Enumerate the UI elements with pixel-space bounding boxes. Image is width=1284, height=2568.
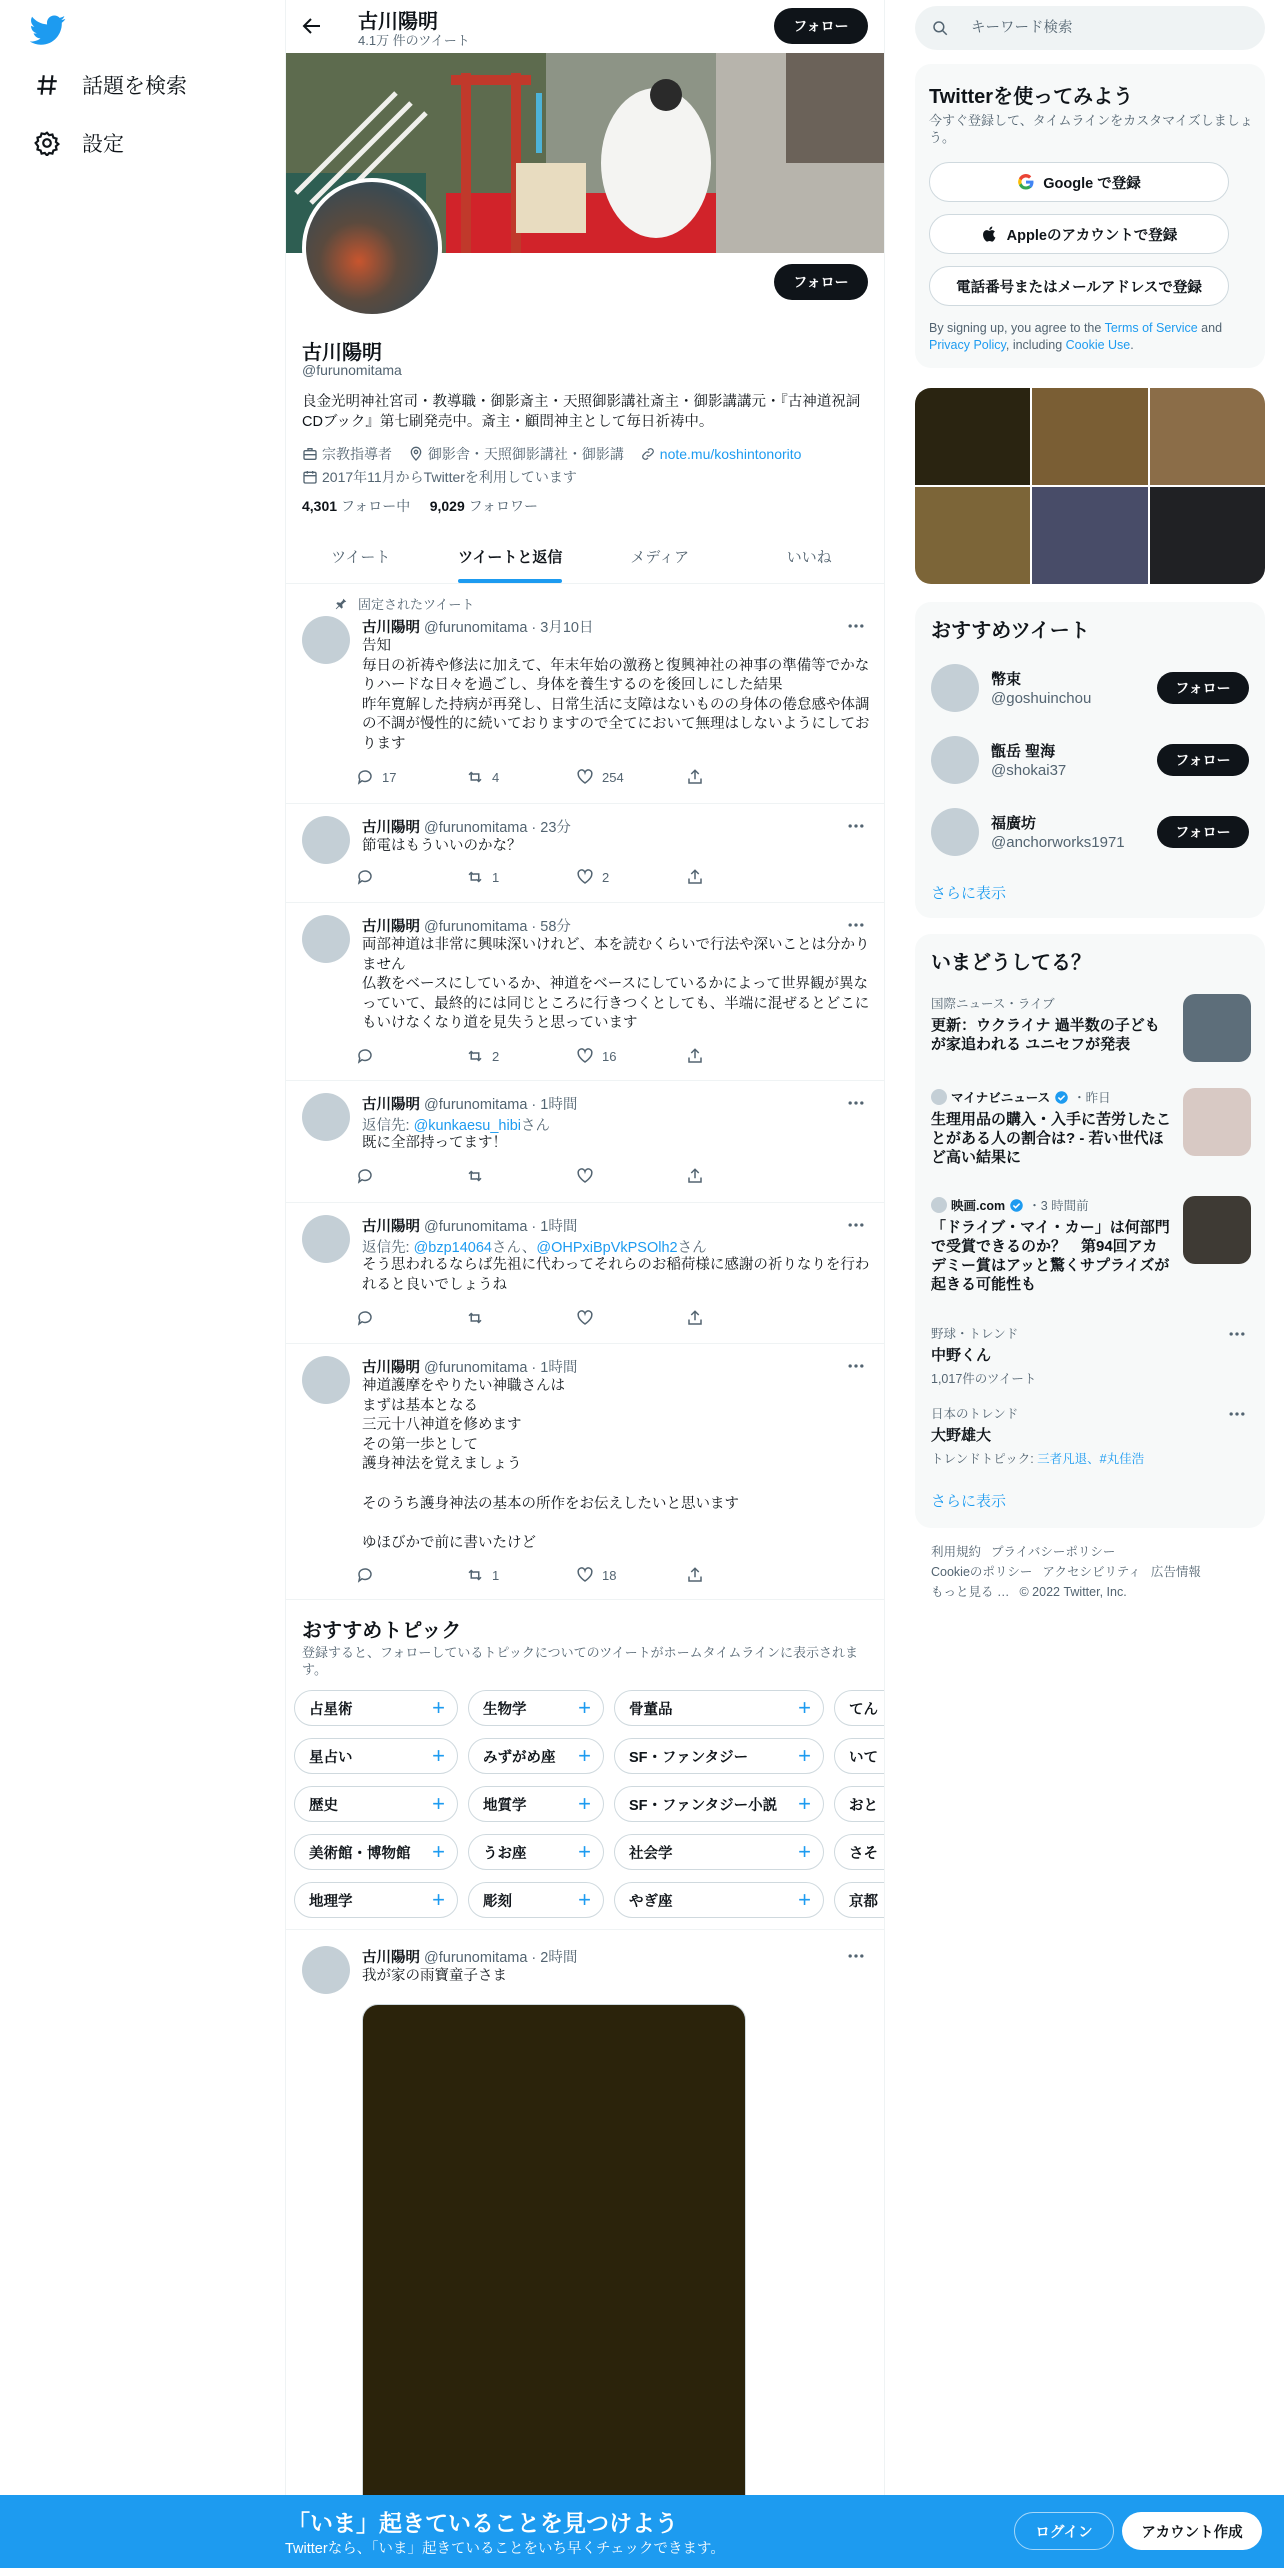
profile-avatar[interactable] xyxy=(302,178,442,318)
like-button[interactable]: 254 xyxy=(576,768,686,786)
share-button[interactable] xyxy=(686,768,796,786)
tweet-text: 両部神道は非常に興味深いけれど、本を読むくらいで行法や深いことは分かりません 仏教をベースにしているか、神道をベースにしているかによって世界観が異なっていて、最終的には同じところに行きつくとしても、半端に混ぜるとどこにもいけなくなり道を見失うと思っています xyxy=(362,937,870,1032)
tweet[interactable] xyxy=(286,1930,884,2568)
more-options-icon[interactable] xyxy=(1227,1404,1247,1424)
tweet-avatar[interactable] xyxy=(302,1093,350,1141)
plus-icon: + xyxy=(432,1791,445,1816)
share-button[interactable] xyxy=(686,1047,796,1065)
retweet-button[interactable]: 4 xyxy=(466,768,576,786)
footer-link[interactable]: 利用規約 xyxy=(931,1545,982,1559)
reply-mention-link[interactable]: @bzp14064 xyxy=(413,1240,492,1256)
plus-icon: + xyxy=(432,1743,445,1768)
reply-icon xyxy=(356,1309,374,1327)
link-icon xyxy=(640,446,656,462)
tweet-actions xyxy=(356,868,796,886)
tweet-avatar[interactable] xyxy=(302,1946,350,1994)
plus-icon: + xyxy=(432,1839,445,1864)
briefcase-icon xyxy=(302,446,318,462)
user-name: 福廣坊 xyxy=(991,815,1037,832)
who-to-follow-more-link[interactable]: さらに表示 xyxy=(931,885,1007,902)
signup-title: Twitterを使ってみよう xyxy=(929,86,1134,108)
retweet-icon xyxy=(466,1167,484,1185)
apple-signup-button[interactable]: Appleのアカウントで登録 xyxy=(929,214,1229,254)
tweet-text: 告知 毎日の祈祷や修法に加えて、年末年始の激務と復興神社の神事の準備等でかなりハードな日々を過ごし、身体を養生するのを後回しにした結果 昨年寛解した持病が再発し、日常生活に支障はないものの身体の倦怠感や体調の不調が慢性的に続いておりますので全てにおいて無理はしないようにしております xyxy=(362,638,870,752)
plus-icon: + xyxy=(578,1695,591,1720)
media-thumbnail[interactable] xyxy=(915,487,1030,584)
like-button[interactable]: 16 xyxy=(576,1047,686,1065)
plus-icon: + xyxy=(798,1839,811,1864)
who-to-follow-title: おすすめツイート xyxy=(931,620,1090,642)
follow-button[interactable]: フォロー xyxy=(1157,744,1249,776)
cookie-link[interactable]: Cookie Use xyxy=(1065,338,1131,352)
suggested-user[interactable] xyxy=(915,652,1265,724)
topic-chip[interactable]: SF・ファンタジー + xyxy=(614,1738,824,1774)
source-avatar-icon xyxy=(931,1089,947,1105)
media-thumbnail[interactable] xyxy=(1032,388,1147,485)
reply-icon xyxy=(356,868,374,886)
plus-icon: + xyxy=(432,1695,445,1720)
share-button[interactable] xyxy=(686,1566,796,1584)
google-signup-button[interactable]: Google で登録 xyxy=(929,162,1229,202)
trend-title: 大野雄大 xyxy=(931,1427,992,1444)
google-logo-icon xyxy=(1017,173,1035,191)
like-button[interactable]: 2 xyxy=(576,868,686,886)
back-arrow-icon[interactable] xyxy=(300,14,324,38)
trend-title: 中野くん xyxy=(931,1347,992,1364)
reply-button[interactable] xyxy=(356,1566,466,1584)
profile-handle: @furunomitama xyxy=(302,362,402,378)
tab-media[interactable]: メディア xyxy=(630,549,690,566)
more-options-icon[interactable] xyxy=(846,915,866,935)
user-name: 幣束 xyxy=(991,671,1022,688)
trend-source: マイナビニュース ・昨日 xyxy=(931,1088,1251,1106)
suggested-user[interactable] xyxy=(915,724,1265,796)
more-options-icon[interactable] xyxy=(1227,1324,1247,1344)
trend-category: 野球・トレンド xyxy=(931,1327,1019,1341)
header-tweet-count: 4.1万 件のツイート xyxy=(358,33,470,48)
topic-chip[interactable]: さそ xyxy=(834,1834,884,1870)
tweet[interactable] xyxy=(286,1081,884,1203)
trend-source: 映画.com ・3 時間前 xyxy=(931,1196,1251,1214)
tweet-header: 古川陽明 @furunomitama · 23分 xyxy=(362,820,571,836)
footer-link[interactable]: Cookieのポリシー xyxy=(931,1565,1033,1579)
media-thumbnail[interactable] xyxy=(1032,487,1147,584)
topic-chip[interactable]: 京都 xyxy=(834,1882,884,1918)
more-options-icon[interactable] xyxy=(846,1093,866,1113)
trend-thumbnail xyxy=(1183,1088,1251,1156)
reply-button[interactable] xyxy=(356,1047,466,1065)
footer-link[interactable]: 広告情報 xyxy=(1150,1565,1201,1579)
user-handle: @shokai37 xyxy=(991,762,1067,779)
tweet-text: 既に全部持ってます！ xyxy=(362,1135,507,1151)
trend-thumbnail xyxy=(1183,994,1251,1062)
retweet-button[interactable]: 2 xyxy=(466,1047,576,1065)
tweet-actions xyxy=(356,1047,796,1065)
tweet-header: 古川陽明 @furunomitama · 2時間 xyxy=(362,1950,578,1966)
topic-chip[interactable]: SF・ファンタジー小説 + xyxy=(614,1786,824,1822)
header-name: 古川陽明 xyxy=(358,11,438,33)
tweet-avatar[interactable] xyxy=(302,816,350,864)
privacy-link[interactable]: Privacy Policy xyxy=(929,338,1006,352)
topic-chip[interactable]: 地質学 + xyxy=(468,1786,604,1822)
more-options-icon[interactable] xyxy=(846,1946,866,1966)
media-thumbnail[interactable] xyxy=(1150,388,1265,485)
profile-header-bar xyxy=(286,0,884,53)
trends-title: いまどうしてる？ xyxy=(931,952,1091,974)
trend-title: 「ドライブ・マイ・カー」は何部門で受賞できるのか？ 第94回アカデミー賞はアッと驚くサプライズが起きる可能性も xyxy=(931,1219,1170,1293)
topic-chip[interactable]: みずがめ座 + xyxy=(468,1738,604,1774)
topic-chip[interactable]: おと xyxy=(834,1786,884,1822)
share-button[interactable] xyxy=(686,1309,796,1327)
plus-icon: + xyxy=(578,1791,591,1816)
trends-more-link[interactable]: さらに表示 xyxy=(931,1493,1007,1510)
trend-title: 更新：ウクライナ 過半数の子どもが家追われる ユニセフが発表 xyxy=(931,1017,1160,1053)
plus-icon: + xyxy=(578,1887,591,1912)
retweet-icon xyxy=(466,1566,484,1584)
tab-likes[interactable]: いいね xyxy=(786,549,832,566)
reply-button[interactable]: 17 xyxy=(356,768,466,786)
tweet-header: 古川陽明 @furunomitama · 1時間 xyxy=(362,1219,578,1235)
like-button[interactable] xyxy=(576,1167,686,1185)
profile-category: 宗教指導者 xyxy=(302,444,392,464)
reply-context: 返信先: @bzp14064さん、@OHPxiBpVkPSOlh2さん xyxy=(362,1240,707,1256)
tweet-pinned[interactable] xyxy=(286,584,884,804)
more-options-icon[interactable] xyxy=(846,616,866,636)
profile-media-grid xyxy=(915,388,1265,584)
user-avatar[interactable] xyxy=(931,664,979,712)
main-column xyxy=(285,0,885,2568)
trend-category: 国際ニュース・ライブ xyxy=(931,997,1055,1011)
media-thumbnail[interactable] xyxy=(1150,487,1265,584)
bottom-signup-bar xyxy=(0,2495,1284,2568)
tweet-header: 古川陽明 @furunomitama · 3月10日 xyxy=(362,620,594,636)
verified-badge-icon xyxy=(1009,1198,1024,1213)
signup-panel xyxy=(915,64,1265,368)
trend-item[interactable] xyxy=(931,1088,1251,1167)
topic-chip[interactable]: 彫刻 + xyxy=(468,1882,604,1918)
tweet-text: 節電はもういいのかな？ xyxy=(362,838,522,854)
reply-button[interactable] xyxy=(356,868,466,886)
terms-link[interactable]: Terms of Service xyxy=(1104,321,1198,335)
topic-chip[interactable]: 生物学 + xyxy=(468,1690,604,1726)
like-button[interactable]: 18 xyxy=(576,1566,686,1584)
trend-thumbnail xyxy=(1183,1196,1251,1264)
profile-follow-button[interactable]: フォロー xyxy=(774,264,868,300)
share-button[interactable] xyxy=(686,868,796,886)
reply-button[interactable] xyxy=(356,1167,466,1185)
location-pin-icon xyxy=(408,446,424,462)
follow-button[interactable]: フォロー xyxy=(1157,672,1249,704)
topic-chip[interactable]: 歴史 + xyxy=(294,1786,458,1822)
retweet-icon xyxy=(466,1047,484,1065)
profile-bio: 良金光明神社宮司・教導職・御影斎主・天照御影講社斎主・御影講講元・『古神道祝詞CDブック』第七刷発売中。斎主・顧問神主として毎日祈祷中。 xyxy=(302,394,861,430)
profile-name: 古川陽明 xyxy=(302,342,382,364)
trend-item[interactable] xyxy=(931,1404,1251,1467)
user-avatar[interactable] xyxy=(931,736,979,784)
footer-link[interactable]: プライバシーポリシー xyxy=(991,1545,1116,1559)
nav-explore[interactable] xyxy=(34,70,187,100)
profile-joined: 2017年11月からTwitterを利用しています xyxy=(302,467,577,487)
topic-chip[interactable]: 美術館・博物館 + xyxy=(294,1834,458,1870)
reply-mention-link[interactable]: @kunkaesu_hibi xyxy=(413,1118,521,1134)
topic-chip[interactable]: 地理学 + xyxy=(294,1882,458,1918)
search-bar xyxy=(915,6,1265,50)
retweet-icon xyxy=(466,868,484,886)
nav-settings-label: 設定 xyxy=(82,133,124,156)
footer-links xyxy=(931,1542,1251,1602)
apple-logo-icon xyxy=(981,225,999,243)
tweet-actions xyxy=(356,1309,796,1327)
heart-icon xyxy=(576,868,594,886)
tweet[interactable] xyxy=(286,903,884,1081)
share-button[interactable] xyxy=(686,1167,796,1185)
heart-icon xyxy=(576,768,594,786)
tweet-text: そう思われるならば先祖に代わってそれらのお稲荷様に感謝の祈りなりを行われると良いでしょうね xyxy=(362,1257,870,1293)
plus-icon: + xyxy=(798,1887,811,1912)
signup-terms: By signing up, you agree to the Terms of Service and Privacy Policy, including Cookie Use. xyxy=(929,321,1223,352)
followers-link[interactable]: 9,029 フォロワー xyxy=(429,498,538,514)
reply-mention-link[interactable]: @OHPxiBpVkPSOlh2 xyxy=(536,1240,678,1256)
plus-icon: + xyxy=(432,1887,445,1912)
tab-tweets[interactable]: ツイート xyxy=(331,549,391,566)
tweet-text: 我が家の雨寶童子さま xyxy=(362,1968,507,1984)
suggested-user[interactable] xyxy=(915,796,1265,868)
plus-icon: + xyxy=(578,1743,591,1768)
hashtag-icon xyxy=(34,72,60,98)
profile-tabs xyxy=(286,530,884,584)
create-account-button[interactable]: アカウント作成 xyxy=(1122,2512,1262,2550)
footer-link[interactable]: もっと見る … xyxy=(931,1585,1010,1599)
trend-count: 1,017件のツイート xyxy=(931,1372,1037,1386)
bottom-bar-title: 「いま」起きていることを見つけよう xyxy=(287,2510,678,2536)
source-avatar-icon xyxy=(931,1197,947,1213)
tweet-header: 古川陽明 @furunomitama · 1時間 xyxy=(362,1097,578,1113)
topic-chip[interactable]: 社会学 + xyxy=(614,1834,824,1870)
heart-icon xyxy=(576,1566,594,1584)
user-name: 甑岳 聖海 xyxy=(991,743,1056,760)
follow-button[interactable]: フォロー xyxy=(1157,816,1249,848)
heart-icon xyxy=(576,1047,594,1065)
trend-item[interactable] xyxy=(931,994,1251,1054)
login-button[interactable]: ログイン xyxy=(1014,2512,1114,2550)
topic-chip[interactable]: 骨董品 + xyxy=(614,1690,824,1726)
retweet-icon xyxy=(466,1309,484,1327)
tweet[interactable] xyxy=(286,804,884,903)
tweet-actions xyxy=(356,768,796,786)
user-handle: @goshuinchou xyxy=(991,690,1092,707)
topic-chip[interactable]: うお座 + xyxy=(468,1834,604,1870)
tweet-header: 古川陽明 @furunomitama · 1時間 xyxy=(362,1360,578,1376)
reply-icon xyxy=(356,1047,374,1065)
topics-title: おすすめトピック xyxy=(302,1620,462,1642)
retweet-button[interactable]: 1 xyxy=(466,1566,576,1584)
user-handle: @anchorworks1971 xyxy=(991,834,1125,851)
plus-icon: + xyxy=(798,1743,811,1768)
share-icon xyxy=(686,1047,704,1065)
following-link[interactable]: 4,301 フォロー中 xyxy=(302,498,411,514)
heart-icon xyxy=(576,1167,594,1185)
share-icon xyxy=(686,1167,704,1185)
reply-button[interactable] xyxy=(356,1309,466,1327)
tweet-avatar[interactable] xyxy=(302,1356,350,1404)
tweet-media-image[interactable] xyxy=(362,2004,746,2568)
pin-icon xyxy=(334,597,348,611)
plus-icon: + xyxy=(578,1839,591,1864)
plus-icon: + xyxy=(798,1695,811,1720)
profile-website[interactable]: note.mu/koshintonorito xyxy=(640,444,802,464)
share-icon xyxy=(686,768,704,786)
tab-tweets-and-replies[interactable]: ツイートと返信 xyxy=(436,530,586,583)
tweet-actions xyxy=(356,1167,796,1185)
topic-chip[interactable]: 占星術 + xyxy=(294,1690,458,1726)
retweet-button[interactable]: 1 xyxy=(466,868,576,886)
retweet-button[interactable] xyxy=(466,1167,576,1185)
copyright: © 2022 Twitter, Inc. xyxy=(1019,1585,1127,1599)
trend-title: 生理用品の購入・入手に苦労したことがある人の割合は? - 若い世代ほど高い結果に xyxy=(931,1111,1172,1166)
topic-chip[interactable]: てん xyxy=(834,1690,884,1726)
tweet-avatar[interactable] xyxy=(302,1215,350,1263)
calendar-icon xyxy=(302,469,318,485)
tweet-header: 古川陽明 @furunomitama · 58分 xyxy=(362,919,571,935)
tweet-text: 神道護摩をやりたい神職さんは まずは基本となる 三元十八神道を修めます その第一歩として 護身神法を覚えましょう そのうち護身神法の基本の所作をお伝えしたいと思います ゆほびかで前に書いたけど xyxy=(362,1378,739,1551)
topic-chip[interactable]: いて xyxy=(834,1738,884,1774)
gear-icon xyxy=(34,130,60,156)
nav-settings[interactable] xyxy=(34,128,124,158)
plus-icon: + xyxy=(798,1791,811,1816)
tweet-avatar[interactable] xyxy=(302,915,350,963)
nav-explore-label: 話題を検索 xyxy=(82,75,187,98)
topics-subtitle: 登録すると、フォローしているトピックについてのツイートがホームタイムラインに表示されます。 xyxy=(302,1645,859,1677)
reply-icon xyxy=(356,1566,374,1584)
topic-chip[interactable]: 星占い + xyxy=(294,1738,458,1774)
share-icon xyxy=(686,1566,704,1584)
trend-count: トレンドトピック: 三者凡退、#丸佳浩 xyxy=(931,1452,1145,1466)
reply-icon xyxy=(356,768,374,786)
profile-location: 御影舎・天照御影講社・御影講 xyxy=(408,444,624,464)
phone-email-signup-button[interactable]: 電話番号またはメールアドレスで登録 xyxy=(929,266,1229,306)
tweet-actions xyxy=(356,1566,796,1584)
tweet-avatar[interactable] xyxy=(302,616,350,664)
more-options-icon[interactable] xyxy=(846,1356,866,1376)
tweet[interactable] xyxy=(286,1203,884,1344)
bottom-bar-subtitle: Twitterなら、「いま」起きていることをいち早くチェックできます。 xyxy=(285,2541,725,2557)
search-icon xyxy=(931,19,949,37)
more-options-icon[interactable] xyxy=(846,1215,866,1235)
like-button[interactable] xyxy=(576,1309,686,1327)
twitter-logo-icon[interactable] xyxy=(30,12,66,48)
heart-icon xyxy=(576,1309,594,1327)
trend-item[interactable] xyxy=(931,1324,1251,1387)
trends-panel xyxy=(915,934,1265,1528)
media-thumbnail[interactable] xyxy=(915,388,1030,485)
trend-category: 日本のトレンド xyxy=(931,1407,1019,1421)
share-icon xyxy=(686,868,704,886)
more-options-icon[interactable] xyxy=(846,816,866,836)
footer-link[interactable]: アクセシビリティ xyxy=(1042,1565,1141,1579)
share-icon xyxy=(686,1309,704,1327)
profile-follow-counts xyxy=(302,496,538,516)
retweet-button[interactable] xyxy=(466,1309,576,1327)
header-follow-button[interactable]: フォロー xyxy=(774,8,868,44)
signup-description: 今すぐ登録して、タイムラインをカスタマイズしましょう。 xyxy=(929,113,1253,145)
recommended-topics xyxy=(286,1600,884,1930)
trend-item[interactable] xyxy=(931,1196,1251,1294)
retweet-icon xyxy=(466,768,484,786)
topic-chip[interactable]: やぎ座 + xyxy=(614,1882,824,1918)
search-input[interactable] xyxy=(971,6,1251,50)
reply-icon xyxy=(356,1167,374,1185)
verified-badge-icon xyxy=(1054,1090,1069,1105)
reply-context: 返信先: @kunkaesu_hibiさん xyxy=(362,1118,550,1134)
profile-meta xyxy=(302,444,872,490)
pinned-indicator: 固定されたツイート xyxy=(334,594,474,613)
user-avatar[interactable] xyxy=(931,808,979,856)
who-to-follow-panel xyxy=(915,602,1265,918)
tweet[interactable] xyxy=(286,1344,884,1600)
